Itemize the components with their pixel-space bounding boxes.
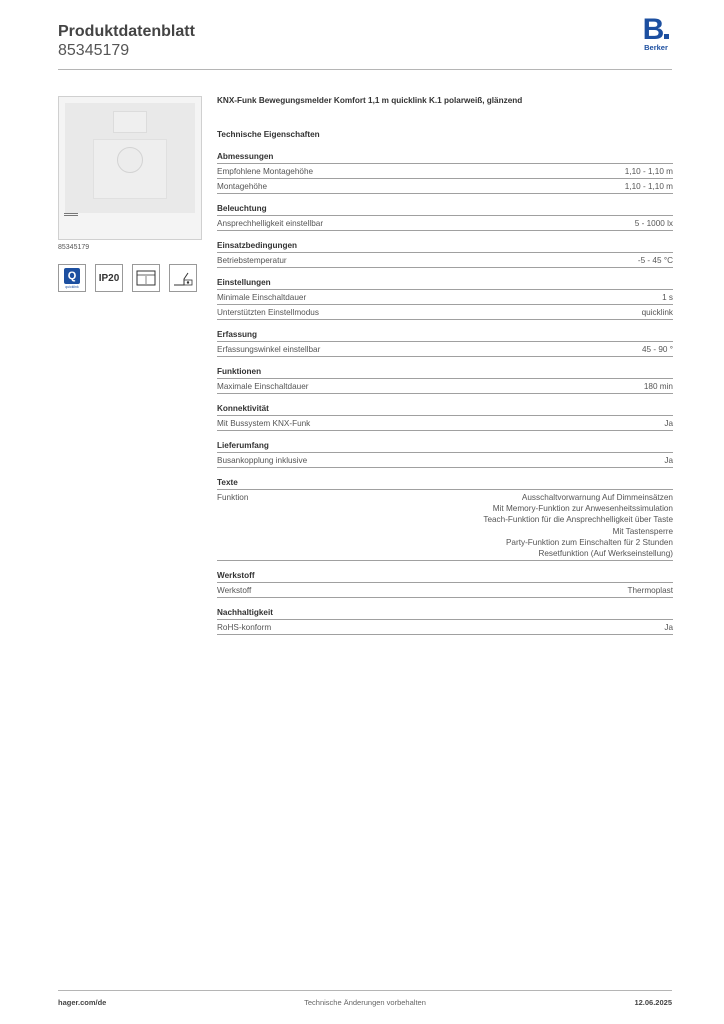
section-title: Lieferumfang	[217, 440, 673, 453]
header-divider	[58, 69, 672, 70]
spec-value: 1 s	[662, 293, 673, 302]
spec-row	[217, 342, 673, 357]
berker-logo	[640, 13, 672, 52]
footer-note: Technische Änderungen vorbehalten	[304, 998, 426, 1007]
logo-dot	[664, 34, 669, 39]
spec-sections	[217, 151, 673, 635]
sensor-lens	[117, 147, 143, 173]
spec-label: Montagehöhe	[217, 182, 268, 191]
section-title: Texte	[217, 477, 673, 490]
spec-value: 180 min	[643, 382, 673, 391]
spec-row	[217, 453, 673, 468]
spec-label: Funktion	[217, 493, 249, 502]
product-number: 85345179	[58, 42, 130, 59]
scale-icon	[64, 213, 78, 216]
feature-icons	[58, 264, 197, 292]
page-title: Produktdatenblatt	[58, 23, 195, 40]
section-title: Abmessungen	[217, 151, 673, 164]
spec-row	[217, 179, 673, 194]
spec-row	[217, 253, 673, 268]
spec-value: Ja	[664, 623, 673, 633]
ip20-icon: IP20	[95, 264, 123, 292]
section-title: Nachhaltigkeit	[217, 607, 673, 620]
spec-row	[217, 379, 673, 394]
footer-website: hager.com/de	[58, 998, 107, 1007]
spec-label: Werkstoff	[217, 586, 252, 596]
spec-label: Busankopplung inklusive	[217, 456, 308, 465]
spec-row	[217, 416, 673, 431]
section-title: Beleuchtung	[217, 203, 673, 216]
spec-label: Empfohlene Montagehöhe	[217, 167, 314, 176]
spec-section	[217, 329, 673, 357]
spec-value: quicklink	[641, 308, 673, 317]
section-title: Erfassung	[217, 329, 673, 342]
spec-value: 1,10 - 1,10 m	[624, 182, 673, 191]
spec-section	[217, 277, 673, 320]
switch-off-icon	[169, 264, 197, 292]
quicklink-icon: Q quicklink	[58, 264, 86, 292]
spec-row	[217, 216, 673, 231]
footer-date: 12.06.2025	[634, 998, 672, 1007]
spec-label: Unterstützten Einstellmodus	[217, 308, 319, 317]
spec-label: Ansprechhelligkeit einstellbar	[217, 219, 324, 228]
spec-row	[217, 164, 673, 179]
footer-divider	[58, 990, 672, 991]
spec-section	[217, 203, 673, 231]
spec-content	[217, 96, 673, 635]
spec-section	[217, 403, 673, 431]
spec-value: 45 - 90 °	[641, 345, 673, 354]
spec-label: Minimale Einschaltdauer	[217, 293, 307, 302]
section-title: Konnektivität	[217, 403, 673, 416]
spec-label: RoHS-konform	[217, 623, 272, 633]
section-title: Funktionen	[217, 366, 673, 379]
product-plate	[65, 103, 195, 213]
section-title: Werkstoff	[217, 570, 673, 583]
spec-row	[217, 490, 673, 561]
spec-value: Thermoplast	[627, 586, 673, 596]
spec-row	[217, 620, 673, 635]
logo-letter: B	[642, 13, 664, 46]
product-image	[58, 96, 202, 240]
spec-label: Erfassungswinkel einstellbar	[217, 345, 321, 354]
spec-label: Maximale Einschaltdauer	[217, 382, 309, 391]
spec-value: Ja	[664, 419, 673, 428]
spec-value: -5 - 45 °C	[637, 256, 673, 265]
spec-value: 5 - 1000 lx	[634, 219, 673, 228]
spec-value: Ja	[664, 456, 673, 465]
spec-section	[217, 570, 673, 598]
mounting-height-icon	[132, 264, 160, 292]
product-name: KNX-Funk Bewegungsmelder Komfort 1,1 m quicklink K.1 polarweiß, glänzend	[217, 96, 523, 105]
spec-section	[217, 477, 673, 561]
spec-section	[217, 151, 673, 194]
spec-value: 1,10 - 1,10 m	[624, 167, 673, 176]
spec-row	[217, 305, 673, 320]
logo-name: Berker	[644, 43, 668, 52]
spec-section	[217, 366, 673, 394]
spec-label: Mit Bussystem KNX-Funk	[217, 419, 311, 428]
spec-section	[217, 240, 673, 268]
spec-value: Ausschaltvorwarnung Auf Dimmeinsätzen Mit Memory-Funktion zur Anwesenheitssimulation Teach-Funktion für die Ansprechhelligkeit über Taste Mit Tastensperre Party-Funktion zum Einschalten für 2 Stunden Resetfunktion (Auf Werkseinstellung)	[483, 493, 673, 559]
section-title: Einstellungen	[217, 277, 673, 290]
page-header	[58, 22, 195, 60]
section-title: Einsatzbedingungen	[217, 240, 673, 253]
spec-row	[217, 290, 673, 305]
tech-properties-title: Technische Eigenschaften	[217, 130, 320, 139]
image-sku: 85345179	[58, 244, 90, 251]
spec-section	[217, 607, 673, 635]
spec-row	[217, 583, 673, 598]
spec-label: Betriebstemperatur	[217, 256, 287, 265]
spec-section	[217, 440, 673, 468]
